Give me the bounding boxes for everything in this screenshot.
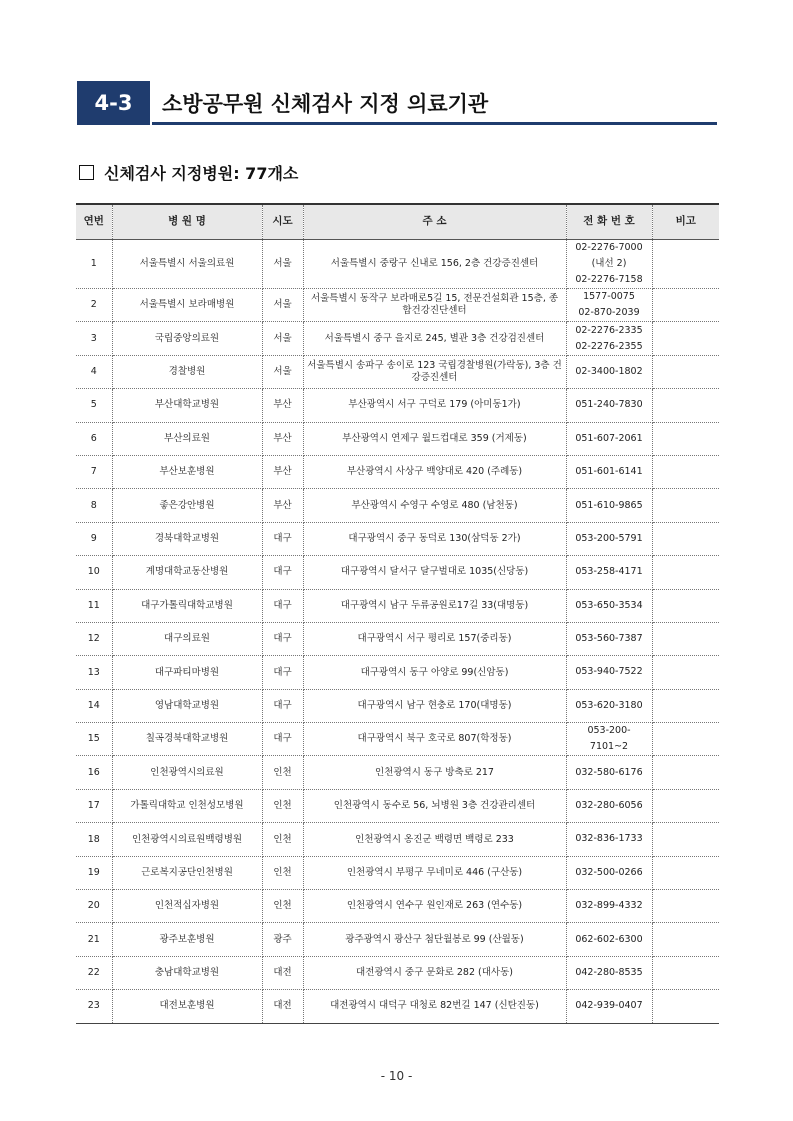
phone-cell	[566, 789, 652, 822]
note-cell	[652, 923, 719, 956]
address-cell: 서울특별시 중구 을지로 245, 별관 3층 건강검진센터	[303, 322, 566, 355]
phone-cell	[566, 422, 652, 455]
phone-cell	[566, 289, 652, 322]
phone-number: 02-2276-2355	[575, 340, 643, 352]
city-cell: 인천	[262, 756, 303, 789]
address-cell: 대구광역시 남구 현충로 170(대명동)	[303, 689, 566, 722]
column-header: 시도	[262, 204, 303, 240]
table-row	[76, 789, 719, 822]
phone-number: 032-500-0266	[575, 866, 643, 878]
note-cell	[652, 389, 719, 422]
city-cell: 서울	[262, 240, 303, 289]
table-row	[76, 756, 719, 789]
hospital-name-cell: 서울특별시 보라매병원	[112, 289, 262, 322]
phone-number: 042-939-0407	[575, 1000, 643, 1012]
phone-cell	[566, 756, 652, 789]
phone-number: 02-870-2039	[578, 307, 640, 319]
hospital-name-cell: 대전보훈병원	[112, 990, 262, 1023]
note-cell	[652, 723, 719, 756]
phone-number: 032-580-6176	[575, 766, 643, 778]
section-number-badge: 4-3	[77, 81, 150, 125]
table-row	[76, 289, 719, 322]
city-cell: 대구	[262, 656, 303, 689]
row-number-cell: 16	[76, 756, 112, 789]
phone-number: 042-280-8535	[575, 967, 643, 978]
city-cell: 서울	[262, 289, 303, 322]
note-cell	[652, 656, 719, 689]
address-cell: 대전광역시 중구 문화로 282 (대사동)	[303, 956, 566, 989]
phone-number: 053-650-3534	[575, 599, 643, 611]
section-heading	[79, 161, 298, 184]
column-header: 비고	[652, 204, 719, 240]
table-row	[76, 723, 719, 756]
table-row	[76, 956, 719, 989]
column-header: 병 원 명	[112, 204, 262, 240]
hospital-name-cell: 부산대학교병원	[112, 389, 262, 422]
address-cell: 서울특별시 송파구 송이로 123 국립경찰병원(가락동), 3층 건강증진센터	[303, 355, 566, 388]
address-cell: 대구광역시 남구 두류공원로17길 33(대명동)	[303, 589, 566, 622]
city-cell: 대구	[262, 622, 303, 655]
address-cell: 광주광역시 광산구 첨단월봉로 99 (산월동)	[303, 923, 566, 956]
table-row	[76, 522, 719, 555]
phone-number: 053-940-7522	[575, 666, 643, 678]
table-row	[76, 556, 719, 589]
phone-number: 053-258-4171	[575, 566, 643, 578]
table-row	[76, 689, 719, 722]
address-cell: 서울특별시 중랑구 신내로 156, 2층 건강증진센터	[303, 240, 566, 289]
phone-cell	[566, 522, 652, 555]
table-row	[76, 455, 719, 488]
address-cell: 인천광역시 동구 방축로 217	[303, 756, 566, 789]
hospital-name-cell: 인천광역시의료원	[112, 756, 262, 789]
hospital-table	[76, 203, 719, 1024]
phone-cell	[566, 923, 652, 956]
hospital-name-cell: 부산의료원	[112, 422, 262, 455]
hospital-name-cell: 근로복지공단인천병원	[112, 856, 262, 889]
phone-number: 051-601-6141	[575, 466, 643, 478]
row-number-cell: 13	[76, 656, 112, 689]
address-cell: 부산광역시 수영구 수영로 480 (남천동)	[303, 489, 566, 522]
phone-number: 02-3400-1802	[575, 365, 643, 377]
hospital-name-cell: 대구파티마병원	[112, 656, 262, 689]
row-number-cell: 17	[76, 789, 112, 822]
address-cell: 대구광역시 중구 동덕로 130(삼덕동 2가)	[303, 522, 566, 555]
hospital-name-cell: 부산보훈병원	[112, 455, 262, 488]
table-row	[76, 890, 719, 923]
phone-cell	[566, 723, 652, 756]
table-row	[76, 389, 719, 422]
row-number-cell: 8	[76, 489, 112, 522]
city-cell: 대구	[262, 589, 303, 622]
city-cell: 대전	[262, 990, 303, 1023]
phone-number: 051-607-2061	[575, 432, 643, 444]
hospital-name-cell: 인천적십자병원	[112, 890, 262, 923]
phone-cell	[566, 890, 652, 923]
note-cell	[652, 890, 719, 923]
table-row	[76, 622, 719, 655]
row-number-cell: 3	[76, 322, 112, 355]
note-cell	[652, 689, 719, 722]
note-cell	[652, 823, 719, 856]
address-cell: 인천광역시 부평구 무네미로 446 (구산동)	[303, 856, 566, 889]
hospital-name-cell: 서울특별시 서울의료원	[112, 240, 262, 289]
row-number-cell: 9	[76, 522, 112, 555]
phone-number: 032-280-6056	[575, 800, 643, 812]
row-number-cell: 20	[76, 890, 112, 923]
city-cell: 인천	[262, 823, 303, 856]
table-row	[76, 656, 719, 689]
row-number-cell: 6	[76, 422, 112, 455]
address-cell: 대구광역시 서구 평리로 157(중리동)	[303, 622, 566, 655]
row-number-cell: 4	[76, 355, 112, 388]
city-cell: 광주	[262, 923, 303, 956]
row-number-cell: 10	[76, 556, 112, 589]
address-cell: 부산광역시 사상구 백양대로 420 (주례동)	[303, 455, 566, 488]
city-cell: 대구	[262, 689, 303, 722]
note-cell	[652, 956, 719, 989]
table-row	[76, 322, 719, 355]
row-number-cell: 18	[76, 823, 112, 856]
city-cell: 대구	[262, 556, 303, 589]
hospital-name-cell: 대구가톨릭대학교병원	[112, 589, 262, 622]
table-row	[76, 990, 719, 1023]
note-cell	[652, 322, 719, 355]
hospital-name-cell: 충남대학교병원	[112, 956, 262, 989]
note-cell	[652, 789, 719, 822]
hospital-name-cell: 계명대학교동산병원	[112, 556, 262, 589]
checkbox-square-icon	[79, 165, 94, 180]
hospital-name-cell: 경찰병원	[112, 355, 262, 388]
phone-number: 053-620-3180	[575, 699, 643, 711]
phone-cell	[566, 355, 652, 388]
row-number-cell: 23	[76, 990, 112, 1023]
row-number-cell: 15	[76, 723, 112, 756]
table-row	[76, 240, 719, 289]
city-cell: 부산	[262, 389, 303, 422]
row-number-cell: 21	[76, 923, 112, 956]
row-number-cell: 11	[76, 589, 112, 622]
row-number-cell: 14	[76, 689, 112, 722]
hospital-name-cell: 국립중앙의료원	[112, 322, 262, 355]
phone-number: 051-240-7830	[575, 399, 643, 411]
phone-cell	[566, 622, 652, 655]
address-cell: 대전광역시 대덕구 대청로 82번길 147 (신탄진동)	[303, 990, 566, 1023]
table-row	[76, 856, 719, 889]
table-row	[76, 823, 719, 856]
city-cell: 부산	[262, 455, 303, 488]
hospital-name-cell: 광주보훈병원	[112, 923, 262, 956]
table-row	[76, 355, 719, 388]
table-row	[76, 422, 719, 455]
row-number-cell: 12	[76, 622, 112, 655]
phone-cell	[566, 322, 652, 355]
table-header-row	[76, 204, 719, 240]
city-cell: 서울	[262, 355, 303, 388]
phone-number: 02-2276-7158	[575, 274, 643, 285]
address-cell: 인천광역시 동수로 56, 뇌병원 3층 건강관리센터	[303, 789, 566, 822]
column-header: 전 화 번 호	[566, 204, 652, 240]
note-cell	[652, 756, 719, 789]
phone-cell	[566, 956, 652, 989]
phone-number: (내선 2)	[591, 258, 627, 269]
city-cell: 인천	[262, 789, 303, 822]
hospital-name-cell: 칠곡경북대학교병원	[112, 723, 262, 756]
table-row	[76, 923, 719, 956]
phone-cell	[566, 656, 652, 689]
phone-number: 051-610-9865	[575, 499, 643, 511]
phone-cell	[566, 240, 652, 289]
city-cell: 대구	[262, 723, 303, 756]
phone-cell	[566, 489, 652, 522]
hospital-name-cell: 경북대학교병원	[112, 522, 262, 555]
phone-number: 062-602-6300	[575, 933, 643, 945]
address-cell: 대구광역시 북구 호국로 807(학정동)	[303, 723, 566, 756]
phone-cell	[566, 389, 652, 422]
phone-number: 053-200-7101~2	[587, 725, 631, 753]
phone-number: 032-836-1733	[575, 833, 643, 845]
phone-number: 1577-0075	[583, 291, 635, 303]
note-cell	[652, 522, 719, 555]
phone-cell	[566, 455, 652, 488]
table-row	[76, 489, 719, 522]
hospital-name-cell: 영남대학교병원	[112, 689, 262, 722]
city-cell: 대구	[262, 522, 303, 555]
city-cell: 부산	[262, 422, 303, 455]
city-cell: 인천	[262, 890, 303, 923]
table-row	[76, 589, 719, 622]
page-number: - 10 -	[380, 1069, 413, 1083]
phone-number: 032-899-4332	[575, 900, 643, 912]
phone-cell	[566, 856, 652, 889]
note-cell	[652, 422, 719, 455]
phone-cell	[566, 823, 652, 856]
hospital-name-cell: 대구의료원	[112, 622, 262, 655]
row-number-cell: 1	[76, 240, 112, 289]
city-cell: 서울	[262, 322, 303, 355]
note-cell	[652, 589, 719, 622]
phone-cell	[566, 990, 652, 1023]
phone-cell	[566, 689, 652, 722]
title-underline	[152, 122, 717, 125]
section-heading-text: 신체검사 지정병원: 77개소	[104, 164, 299, 183]
note-cell	[652, 355, 719, 388]
hospital-name-cell: 인천광역시의료원백령병원	[112, 823, 262, 856]
city-cell: 부산	[262, 489, 303, 522]
row-number-cell: 2	[76, 289, 112, 322]
address-cell: 인천광역시 옹진군 백령면 백령로 233	[303, 823, 566, 856]
address-cell: 서울특별시 동작구 보라매로5길 15, 전문건설회관 15층, 종합건강진단센터	[303, 289, 566, 322]
address-cell: 부산광역시 연제구 월드컵대로 359 (거제동)	[303, 422, 566, 455]
note-cell	[652, 240, 719, 289]
page-title: 소방공무원 신체검사 지정 의료기관	[162, 92, 489, 116]
note-cell	[652, 556, 719, 589]
address-cell: 부산광역시 서구 구덕로 179 (아미동1가)	[303, 389, 566, 422]
note-cell	[652, 489, 719, 522]
note-cell	[652, 622, 719, 655]
note-cell	[652, 455, 719, 488]
phone-cell	[566, 589, 652, 622]
note-cell	[652, 856, 719, 889]
phone-cell	[566, 556, 652, 589]
address-cell: 대구광역시 달서구 달구벌대로 1035(신당동)	[303, 556, 566, 589]
row-number-cell: 5	[76, 389, 112, 422]
note-cell	[652, 289, 719, 322]
address-cell: 인천광역시 연수구 원인재로 263 (연수동)	[303, 890, 566, 923]
hospital-name-cell: 가톨릭대학교 인천성모병원	[112, 789, 262, 822]
note-cell	[652, 990, 719, 1023]
hospital-name-cell: 좋은강안병원	[112, 489, 262, 522]
phone-number: 053-560-7387	[575, 633, 643, 645]
city-cell: 인천	[262, 856, 303, 889]
column-header: 주 소	[303, 204, 566, 240]
phone-number: 053-200-5791	[575, 532, 643, 544]
row-number-cell: 7	[76, 455, 112, 488]
phone-number: 02-2276-2335	[575, 324, 643, 336]
column-header: 연번	[76, 204, 112, 240]
address-cell: 대구광역시 동구 아양로 99(신암동)	[303, 656, 566, 689]
row-number-cell: 19	[76, 856, 112, 889]
row-number-cell: 22	[76, 956, 112, 989]
phone-number: 02-2276-7000	[575, 242, 643, 253]
city-cell: 대전	[262, 956, 303, 989]
